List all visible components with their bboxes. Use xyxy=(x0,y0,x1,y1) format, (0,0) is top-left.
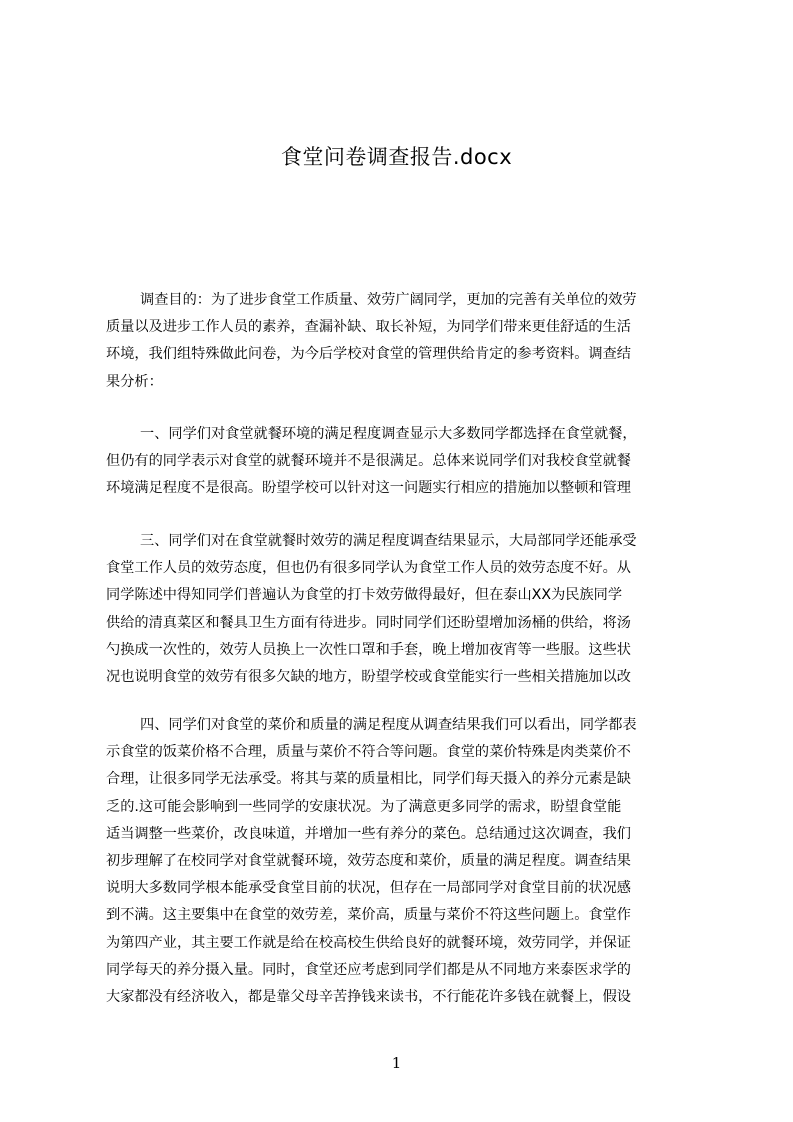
page-number: 1 xyxy=(391,1054,402,1072)
paragraph-line: 到不满。这主要集中在食堂的效劳差，菜价高，质量与菜价不符这些问题上。食堂作 xyxy=(106,907,631,924)
paragraph-line: 供给的清真菜区和餐具卫生方面有待进步。同时同学们还盼望增加汤桶的供给，将汤 xyxy=(106,614,631,631)
paragraph-line: 同学陈述中得知同学们普遍认为食堂的打卡效劳做得最好，但在泰山XX为民族同学 xyxy=(106,587,623,604)
paragraph-line: 同学每天的养分摄入量。同时，食堂还应考虑到同学们都是从不同地方来泰医求学的 xyxy=(106,961,631,978)
paragraph-line: 一、同学们对食堂就餐环境的满足程度调查显示大多数同学都选择在食堂就餐， xyxy=(140,426,637,442)
paragraph-line: 大家都没有经济收入，都是靠父母辛苦挣钱来读书，不行能花许多钱在就餐上，假设 xyxy=(106,988,631,1005)
paragraph-line: 食堂工作人员的效劳态度，但也仍有很多同学认为食堂工作人员的效劳态度不好。从 xyxy=(106,560,631,577)
paragraph-line: 示食堂的饭菜价格不合理，质量与菜价不符合等问题。食堂的菜价特殊是肉类菜价不 xyxy=(106,744,631,761)
paragraph-line: 况也说明食堂的效劳有很多欠缺的地方，盼望学校或食堂能实行一些相关措施加以改 xyxy=(106,668,631,685)
paragraph-line: 四、同学们对食堂的菜价和质量的满足程度从调查结果我们可以看出，同学都表 xyxy=(140,717,637,733)
paragraph-line: 合理，让很多同学无法承受。将其与菜的质量相比，同学们每天摄入的养分元素是缺 xyxy=(106,771,631,788)
paragraph-section-4 xyxy=(106,712,698,1011)
paragraph-section-3 xyxy=(106,528,698,691)
paragraph-line: 但仍有的同学表示对食堂的就餐环境并不是很满足。总体来说同学们对我校食堂就餐 xyxy=(106,453,631,470)
paragraph-line: 说明大多数同学根本能承受食堂目前的状况，但存在一局部同学对食堂目前的状况感 xyxy=(106,880,631,897)
paragraph-line: 环境，我们组特殊做此问卷，为今后学校对食堂的管理供给肯定的参考资料。调查结 xyxy=(106,346,631,363)
paragraph-line: 三、同学们对在食堂就餐时效劳的满足程度调查结果显示，大局部同学还能承受 xyxy=(140,533,637,549)
paragraph-line: 初步理解了在校同学对食堂就餐环境，效劳态度和菜价，质量的满足程度。调查结果 xyxy=(106,852,631,869)
paragraph-purpose xyxy=(106,287,698,396)
paragraph-line: 乏的.这可能会影响到一些同学的安康状况。为了满意更多同学的需求，盼望食堂能 xyxy=(106,798,622,815)
document-title: 食堂问卷调查报告.docx xyxy=(280,145,513,169)
paragraph-line: 果分析： xyxy=(106,373,163,390)
paragraph-line: 为第四产业，其主要工作就是给在校高校生供给良好的就餐环境，效劳同学，并保证 xyxy=(106,934,631,951)
paragraph-line: 环境满足程度不是很高。盼望学校可以针对这一问题实行相应的措施加以整顿和管理 xyxy=(106,480,631,497)
paragraph-line: 质量以及进步工作人员的素养，查漏补缺、取长补短，为同学们带来更佳舒适的生活 xyxy=(106,319,631,336)
paragraph-line: 勺换成一次性的，效劳人员换上一次性口罩和手套，晚上增加夜宵等一些服。这些状 xyxy=(106,641,631,658)
paragraph-section-1 xyxy=(106,421,698,503)
paragraph-line: 适当调整一些菜价，改良味道，并增加一些有养分的菜色。总结通过这次调查，我们 xyxy=(106,825,631,842)
paragraph-line: 调查目的：为了进步食堂工作质量、效劳广阔同学，更加的完善有关单位的效劳 xyxy=(140,292,637,308)
